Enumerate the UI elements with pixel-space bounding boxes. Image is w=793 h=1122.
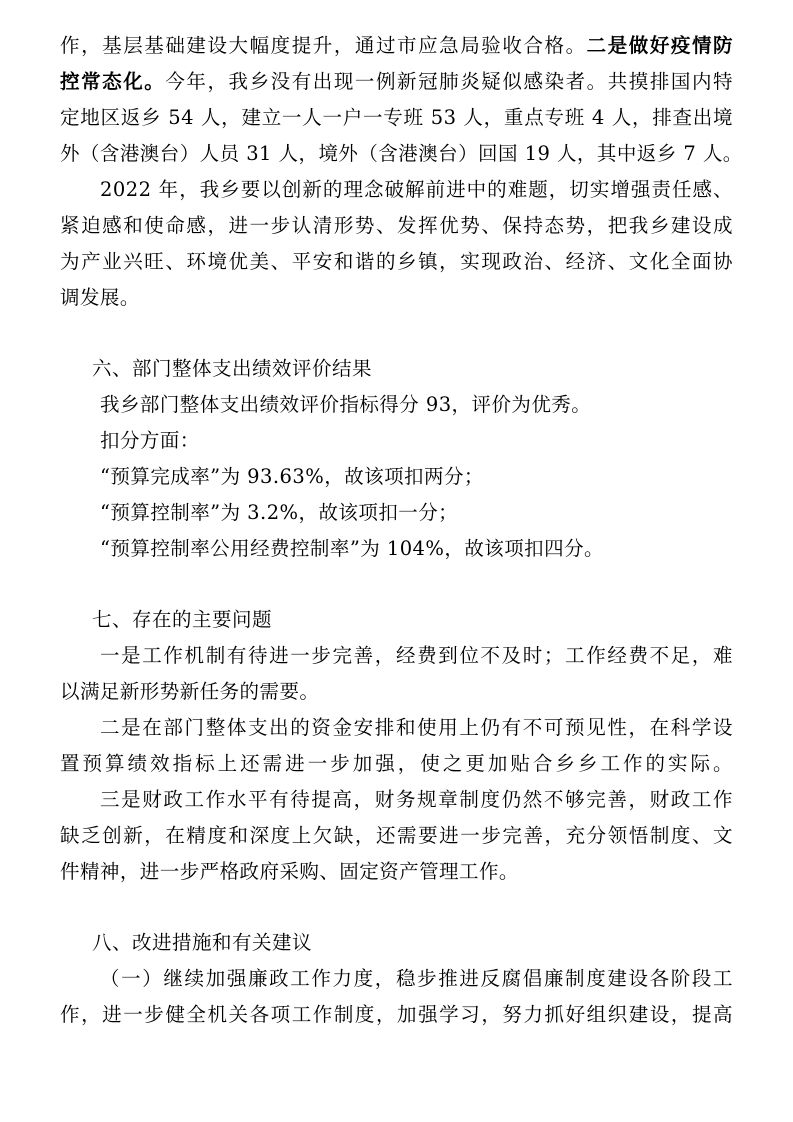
paragraph-line: “预算控制率公用经费控制率”为 104%，故该项扣四分。	[100, 537, 604, 560]
paragraph-line: 外（含港澳台）人员 31 人，境外（含港澳台）回国 19 人，其中返乡 7 人。	[60, 142, 743, 165]
paragraph-line: 紧迫感和使命感，进一步认清形势、发挥优势、保持态势，把我乡建设成	[60, 214, 733, 237]
paragraph-line: 件精神，进一步严格政府采购、固定资产管理工作。	[60, 860, 519, 883]
paragraph-line: （一）继续加强廉政工作力度，稳步推进反腐倡廉制度建设各阶段工	[100, 967, 733, 990]
paragraph-line: 作，进一步健全机关各项工作制度，加强学习，努力抓好组织建设，提高	[60, 1003, 733, 1026]
paragraph-line: 二是在部门整体支出的资金安排和使用上仍有不可预见性，在科学设	[100, 716, 733, 739]
paragraph-line: 置预算绩效指标上还需进一步加强，使之更加贴合乡乡工作的实际。	[60, 752, 733, 775]
section-heading: 八、改进措施和有关建议	[92, 931, 313, 954]
text-run: 今年，我乡没有出现一例新冠肺炎疑似感染者。共摸排国内特	[165, 70, 733, 93]
text-run: 作，基层基础建设大幅度提升，通过市应急局验收合格。	[60, 34, 587, 57]
paragraph-line: 我乡部门整体支出绩效评价指标得分 93，评价为优秀。	[100, 393, 592, 416]
paragraph-line: “预算完成率”为 93.63%，故该项扣两分；	[100, 465, 484, 488]
paragraph-line: 一是工作机制有待进一步完善，经费到位不及时；工作经费不足，难	[100, 644, 733, 667]
bold-text-run: 控常态化。	[60, 70, 166, 93]
paragraph-line	[60, 68, 733, 96]
paragraph-line: 定地区返乡 54 人，建立一人一户一专班 53 人，重点专班 4 人，排查出境	[60, 106, 733, 129]
paragraph-line: 三是财政工作水平有待提高，财务规章制度仍然不够完善，财政工作	[100, 788, 733, 811]
paragraph-line: 调发展。	[60, 286, 140, 309]
section-heading: 七、存在的主要问题	[92, 608, 273, 631]
paragraph-line: 缺乏创新，在精度和深度上欠缺，还需要进一步完善，充分领悟制度、文	[60, 824, 733, 847]
paragraph-line: 扣分方面：	[100, 429, 200, 452]
paragraph-line	[60, 32, 733, 60]
bold-text-run: 二是做好疫情防	[586, 34, 733, 57]
paragraph-line: 以满足新形势新任务的需要。	[60, 680, 320, 703]
paragraph-line: “预算控制率”为 3.2%，故该项扣一分；	[100, 501, 459, 524]
section-heading: 六、部门整体支出绩效评价结果	[92, 357, 373, 380]
paragraph-line: 2022 年，我乡要以创新的理念破解前进中的难题，切实增强责任感、	[100, 178, 733, 201]
paragraph-line: 为产业兴旺、环境优美、平安和谐的乡镇，实现政治、经济、文化全面协	[60, 250, 733, 273]
